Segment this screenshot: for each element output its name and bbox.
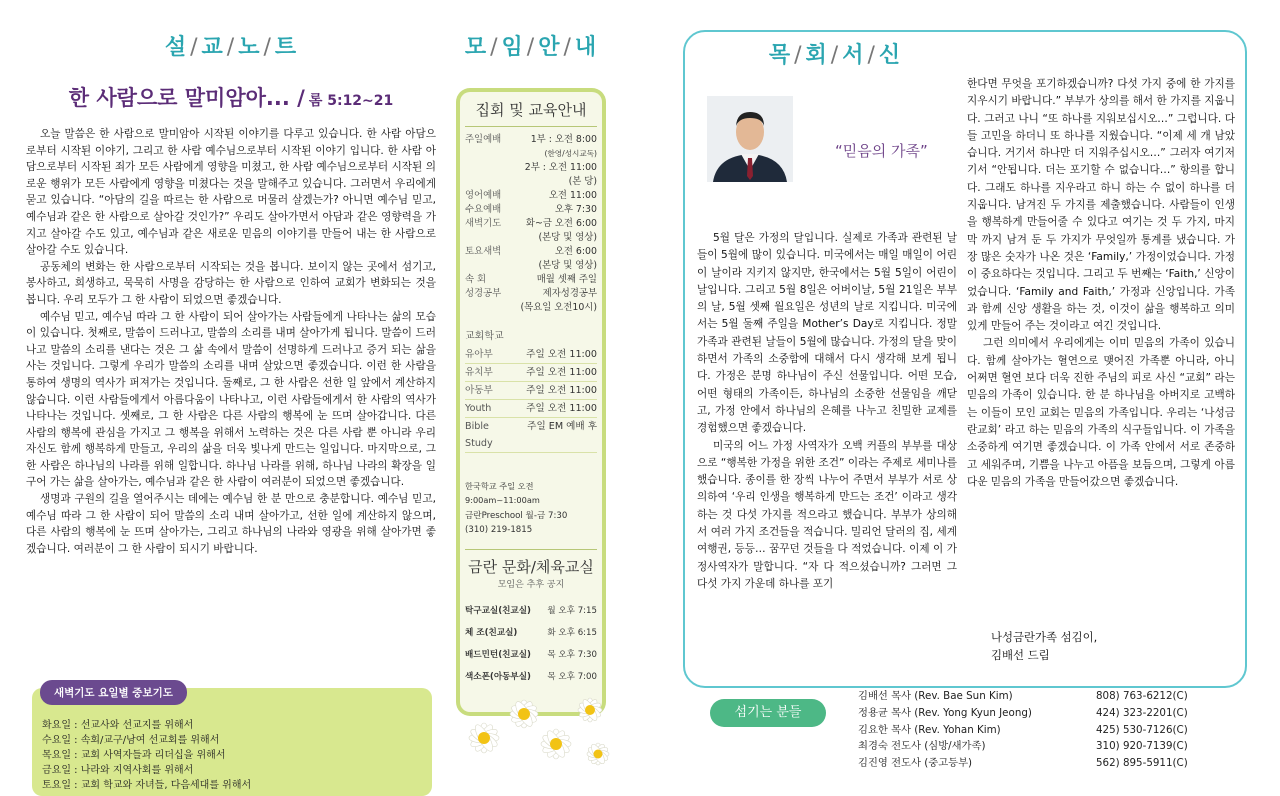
service-row — [465, 231, 597, 245]
service-row-label: 속 회 — [465, 274, 487, 285]
culture-class-row-value: 월 오후 7:15 — [547, 606, 597, 616]
service-row — [465, 133, 597, 147]
culture-class-row-value: 목 오후 7:30 — [547, 650, 597, 660]
staff-name: 최경숙 전도사 (심방/새가족) — [858, 740, 986, 753]
service-row-value: 매월 셋째 주일 — [536, 274, 597, 285]
service-row — [465, 175, 597, 189]
staff-phone: 425) 530-7126(C) — [1096, 723, 1188, 736]
church-school-row — [465, 382, 597, 400]
scripture-reference: 롬 5:12∼21 — [308, 93, 394, 109]
service-row-label — [465, 259, 511, 273]
header-char: 안 — [538, 35, 561, 60]
staff-phone: 310) 920-7139(C) — [1096, 740, 1188, 753]
prayer-item: 금요일 : 나라와 지역사회를 위해서 — [42, 765, 194, 776]
prayer-item: 수요일 : 속회/교구/남여 선교회를 위해서 — [42, 735, 220, 746]
service-row-label: 영어예배 — [465, 190, 502, 201]
pastor-letter-section — [683, 30, 1247, 688]
service-row-value: 화~금 오전 6:00 — [525, 218, 597, 229]
staff-list — [858, 688, 1248, 772]
service-row — [465, 287, 597, 301]
service-row-value: (본 당) — [568, 176, 597, 187]
sermon-paragraph: 오늘 말씀은 한 사람으로 말미암아 시작된 이야기를 다루고 있습니다. 한 사람 아담으로부터 시작된 이야기, 그리고 한 사람 예수님으로부터 시작된 이야기 입니다. 한 사람 아담으로부터 시작된 죄가 모든 사람에게 영향을 미쳤고, 한 사람 예수님으로부터 시작된 의로운 행위가 모든 사람에게 영향을 미쳤다는 것을 말해주고 있습니다. 그러면서 우리에게 묻고 있습니다. “아담의 길을 따르는 한 사람으로 머물러 살겠는가? 아니면 예수님 믿고, 예수님과 같은 한 사람으로 살아갈 것인가?” 우리도 살아가면서 아담과 같은 영향력을 가지고 살아갈 수도 있고, 예수님과 같은 새로운 믿음의 이야기를 만들어 내는 한 사람으로 살아갈 수도 있습니다. — [26, 128, 436, 257]
sermon-title — [26, 80, 436, 116]
service-list — [465, 133, 597, 315]
header-char: 모 — [464, 35, 488, 60]
culture-class-row-label: 색소폰(아동부실) — [465, 672, 531, 682]
service-row-label: 수요예배 — [465, 204, 502, 215]
sermon-header: 설 / 교 / 노 / 트 — [164, 35, 298, 60]
preschool-phone: (310) 219-1815 — [465, 525, 533, 535]
church-school-row-label: 유아부 — [465, 349, 493, 360]
service-row-label: 토요새벽 — [465, 246, 502, 257]
prayer-schedule-box — [32, 688, 432, 796]
meetings-header: 모 / 임 / 안 / 내 — [464, 35, 598, 60]
header-char: 서 — [842, 43, 865, 68]
church-school-row-label: Bible Study — [465, 421, 493, 449]
service-row-label — [465, 231, 511, 245]
header-char: 노 — [238, 35, 261, 60]
sermon-paragraph: 공동체의 변화는 한 사람으로부터 시작되는 것을 봅니다. 보이지 않는 곳에서 섬기고, 봉사하고, 희생하고, 묵묵히 사명을 감당하는 한 사람으로 인하여 교회가 변화되는 것을 봅니다. 우리 모두가 그 한 사람이 되었으면 좋겠습니다. — [26, 260, 436, 306]
service-row-value: 제자성경공부 — [542, 288, 597, 299]
letter-header: 목 / 회 / 서 / 신 — [768, 43, 902, 68]
daisy-flowers-decoration — [458, 680, 618, 772]
header-char: 교 — [201, 35, 224, 60]
church-school-row — [465, 418, 597, 453]
staff-name: 김배선 목사 (Rev. Bae Sun Kim) — [858, 690, 1013, 702]
culture-class-row-value: 목 오후 7:00 — [547, 672, 597, 682]
service-row — [465, 147, 597, 161]
meeting-info-panel — [456, 88, 606, 716]
staff-name: 김요한 목사 (Rev. Yohan Kim) — [858, 723, 1001, 736]
service-row — [465, 189, 597, 203]
signature-line: 나성금란가족 섬김이, — [991, 630, 1098, 644]
pastor-portrait — [707, 96, 793, 182]
service-row — [465, 259, 597, 273]
service-row-label — [465, 161, 511, 175]
signature-line: 김배선 드림 — [991, 648, 1050, 662]
staff-row — [858, 688, 1248, 705]
staff-row — [858, 722, 1248, 739]
service-row-label: 새벽기도 — [465, 218, 502, 229]
prayer-schedule-tag: 새벽기도 요일별 중보기도 — [40, 680, 187, 705]
culture-class-row — [465, 600, 597, 622]
letter-body-right — [967, 76, 1235, 491]
service-row-value: 오전 6:00 — [554, 246, 597, 257]
staff-row — [858, 705, 1248, 722]
church-school-row-value: 주일 오전 11:00 — [526, 403, 597, 414]
service-row-value: (한영/성시교독) — [544, 149, 597, 158]
service-row — [465, 217, 597, 231]
service-row-value: 오후 7:30 — [554, 204, 597, 215]
church-school-row-value: 주일 오전 11:00 — [526, 367, 597, 378]
staff-name: 김진영 전도사 (중고등부) — [858, 757, 973, 770]
service-row-label: 성경공부 — [465, 288, 502, 299]
sermon-paragraph: 생명과 구원의 길을 열어주시는 데에는 예수님 한 분 만으로 충분합니다. 예수님 믿고, 예수님 따라 그 한 사람이 되어 말씀의 소리 내며 살아가고, 선한 일에 계산하지 않으며, 다른 사람의 행복에 눈 뜨며 살아가는, 그리고 하나님의 나라와 영광을 위해 살아가면 좋겠습니다. 여러분이 그 한 사람이 되시기 바랍니다. — [26, 493, 436, 555]
header-char: 트 — [274, 35, 298, 60]
service-row — [465, 273, 597, 287]
prayer-item: 토요일 : 교회 학교와 자녀들, 다음세대를 위해서 — [42, 780, 252, 791]
church-school-list — [465, 346, 597, 453]
service-row — [465, 245, 597, 259]
church-school-row-value: 주일 오전 11:00 — [526, 385, 597, 396]
service-row-value: 2부 : 오전 11:00 — [524, 162, 597, 173]
service-row-value: (본당 및 영상) — [538, 232, 597, 243]
header-char: 신 — [878, 43, 902, 68]
service-row — [465, 301, 597, 315]
staff-phone: 808) 763-6212(C) — [1096, 690, 1188, 702]
header-char: 임 — [501, 35, 524, 60]
staff-row — [858, 755, 1248, 772]
header-char: 내 — [574, 35, 598, 60]
church-school-row — [465, 346, 597, 364]
service-row-label: 주일예배 — [465, 134, 502, 145]
service-row-value: (본당 및 영상) — [538, 260, 597, 271]
culture-class-note: 모임은 추후 공지 — [497, 580, 565, 590]
meetings-section — [456, 28, 606, 768]
service-row-label — [465, 147, 511, 161]
sermon-body — [26, 126, 436, 557]
culture-class-title: 금란 문화/체육교실 — [465, 549, 597, 578]
sermon-notes-section — [26, 28, 436, 791]
church-school-row-label: 유치부 — [465, 367, 493, 378]
service-row — [465, 161, 597, 175]
church-school-row-label: 아동부 — [465, 385, 493, 396]
culture-class-row-label: 배드민턴(친교실) — [465, 650, 531, 660]
service-row-value: 오전 11:00 — [548, 190, 597, 201]
culture-class-row-label: 체 조(친교실) — [465, 628, 518, 638]
staff-phone: 562) 895-5911(C) — [1096, 757, 1188, 770]
letter-title: “믿음의 가족” — [835, 142, 928, 160]
culture-class-row-label: 탁구교실(친교실) — [465, 606, 531, 616]
culture-class-row-value: 화 오후 6:15 — [547, 628, 597, 638]
service-row-value: 1부 : 오전 8:00 — [530, 134, 597, 145]
culture-class-list — [465, 600, 597, 688]
church-school-row-label: Youth — [465, 403, 492, 414]
letter-paragraph: 한다면 무엇을 포기하겠습니까? 다섯 가지 중에 한 가지를 지우시기 바랍니다.” 부부가 상의를 해서 한 가지를 지웁니다. 그러고 나니 “또 하나를 지워보십시오…” 그럽니다. 다들 고민을 하더니 또 하나를 지웠습니다. “이제 세 개 남았습니다. 거기서 하나만 더 지워주십시오…” 그러자 여기저기서 “안됩니다. 더는 포기할 수 없습니다…” 항의를 합니다. 그래도 하나를 지우라고 하니 하는 수 없이 하나를 더 지웁니다. 남겨진 두 가지를 제출했습니다. 사람들이 인생을 행복하게 만들어줄 수 있다고 여기는 것 두 가지, 마지막 까지 남겨 둔 두 가지가 무엇일까 통계를 냈습니다. 가장 많은 숫자가 나온 것은 ‘Family,’ 가정이었습니다. 가정이 중요하다는 것입니다. 그리고 두 번째는 ‘Faith,’ 신앙이었습니다. ‘Family and Faith,’ 가정과 신앙입니다. 가족과 함께 신앙 생활을 하는 것, 이것이 삶을 행복하고 의미있게 만들어 주는 것이라고 여긴 것입니다. — [967, 78, 1235, 333]
staff-tag: 섬기는 분들 — [710, 699, 826, 727]
service-row-value: (목요일 오전10시) — [520, 302, 597, 313]
staff-phone: 424) 323-2201(C) — [1096, 706, 1188, 719]
letter-signature — [991, 628, 1097, 664]
sermon-title-text: 한 사람으로 말미암아... / — [68, 86, 305, 110]
service-row-label — [465, 301, 511, 315]
sermon-paragraph: 예수님 믿고, 예수님 따라 그 한 사람이 되어 살아가는 사람들에게 나타나는 삶의 모습이 있습니다. 첫째로, 말씀이 드러나고, 말씀의 소리를 내며 살아가게 됩니다. 말씀이 드러나고 말씀의 소리를 낸다는 것은 그 삶 속에서 말씀이 선명하게 드러나고 증거 되는 삶을 사는 것입니다. 그렇게 우리가 말씀의 소리를 내며 살았으면 좋겠습니다. 이런 한 사람을 통하여 생명의 역사가 퍼져가는 것입니다. 둘째로, 그 한 사람은 선한 일 앞에서 계산하지 않습니다. 이런 사람들에게서 아름다움이 나타나고, 이런 사람들에게서 한 사람의 역사가 나타나는 것입니다. 셋째로, 그 한 사람은 다른 사람의 행복에 눈 뜨며 살아갑니다. 다른 사람의 행복에 관심을 가지고 그 행복을 위해서 노력하는 것은 다른 사람 뿐 아니라 우리 자신도 함께 행복하게 만들고, 우리의 삶을 더욱 빛나게 만드는 일입니다. 마지막으로, 그 한 사람은 하나님의 나라를 위해 일합니다. 하나님 나라를 위해, 하나님 나라의 확장을 일구어 가는 삶을 살아가는, 예수님과 같은 한 사람이 여러분이 되었으면 좋겠습니다. — [26, 310, 436, 489]
church-school-row — [465, 364, 597, 382]
header-char: 회 — [805, 43, 828, 68]
prayer-item: 목요일 : 교회 사역자들과 리더십을 위해서 — [42, 750, 226, 761]
letter-paragraph: 미국의 어느 가정 사역자가 오백 커플의 부부를 대상으로 “행복한 가정을 위한 조건” 이라는 주제로 세미나를 했습니다. 종이를 한 장씩 나누어 주면서 부부가 서로 상의하여 ‘우리 인생을 행복하게 만드는 조건’ 이라고 생각하는 것 다섯 가지를 적으라고 했습니다. 부부가 상의해서 여러 가지 조건들을 적습니다. 밀리언 달러의 집, 세계 여행권, 등등… 꿈꾸던 것들을 다 적었습니다. 이제 이 가정사역자가 말합니다. “자 다 적으셨습니까? 그러면 그 다섯 가지 가운데 하나를 포기 — [697, 439, 957, 590]
header-char: 목 — [768, 43, 792, 68]
church-school-row-value: 주일 오전 11:00 — [526, 349, 597, 360]
culture-class-row — [465, 622, 597, 644]
church-school-row-value: 주일 EM 예배 후 — [527, 421, 597, 432]
service-row — [465, 203, 597, 217]
letter-body-left — [697, 230, 957, 593]
staff-row — [858, 738, 1248, 755]
staff-name: 정용균 목사 (Rev. Yong Kyun Jeong) — [858, 706, 1032, 719]
culture-class-row — [465, 644, 597, 666]
korean-school-info: 한국학교 주일 오전 9:00am~11:00am — [465, 481, 540, 505]
letter-paragraph: 5월 달은 가정의 달입니다. 실제로 가족과 관련된 날들이 5월에 많이 있습니다. 미국에서는 매일 매일이 어린이 날이라 지키지 않지만, 한국에서는 5월 5일이 어린이 날입니다. 그리고 5월 8일은 어버이날, 5월 21일은 부부의 날, 5월 셋째 월요일은 성년의 날로 지킵니다. 미국에서는 5월 둘째 주일을 Mother’s Day로 지킵니다. 정말 가족과 관련된 날들이 5월에 많습니다. 가정의 달을 맞이하면서 가족의 소중함에 대해서 다시 생각해 보게 됩니다. 가정은 분명 하나님이 주신 선물입니다. 어떤 모습, 어떤 형태의 가족이든, 하나님의 소중한 선물임을 깨닫고, 가정 안에서 하나님의 은혜를 나누고 친밀한 교제를 경험했으면 좋겠습니다. — [697, 232, 957, 435]
service-row-label — [465, 175, 511, 189]
meeting-info-title: 집회 및 교육안내 — [465, 98, 597, 127]
letter-paragraph: 그런 의미에서 우리에게는 이미 믿음의 가족이 있습니다. 함께 살아가는 혈연으로 맺어진 가족뿐 아니라, 아니 어쩌면 혈연 보다 더욱 진한 주님의 피로 사신 “교회” 라는 믿음의 가족이 있습니다. 한 분 하나님을 아버지로 고백하는 이들이 모인 교회는 믿음의 가족입니다. 우리는 ‘나성금란교회’ 라고 하는 믿음의 가족의 식구들입니다. 이 가족을 소중하게 여기면 좋겠습니다. 이 가족 안에서 서로 존중하고 세워주며, 기쁨을 나누고 아픔을 보듬으며, 그렇게 아름다운 믿음의 가족을 만들어갔으면 좋겠습니다. — [967, 337, 1235, 488]
prayer-item: 화요일 : 선교사와 선교지를 위해서 — [42, 720, 194, 731]
church-school-row — [465, 400, 597, 418]
header-char: 설 — [164, 35, 188, 60]
preschool-info: 금란Preschool 월-금 7:30 — [465, 511, 568, 521]
church-school-heading: 교회학교 — [465, 331, 504, 342]
